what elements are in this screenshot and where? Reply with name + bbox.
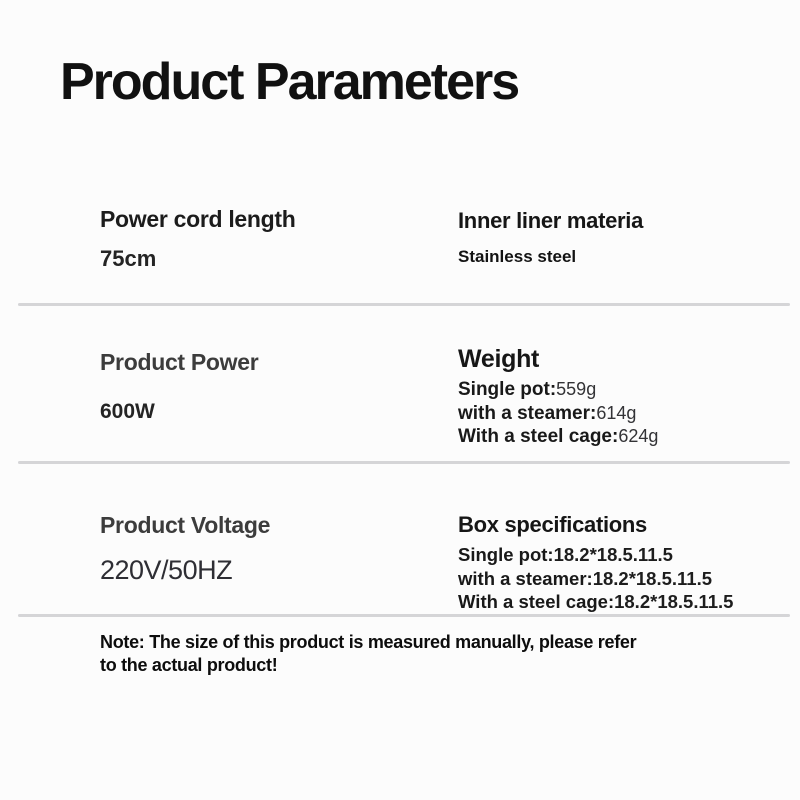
spec-label-power-cord-length: Power cord length <box>100 206 296 232</box>
box-item-with-steamer: with a steamer:18.2*18.5.11.5 <box>458 567 713 589</box>
spec-value-product-voltage: 220V/50HZ <box>100 555 233 585</box>
note-line-1: Note: The size of this product is measured manually, please refer <box>100 632 637 652</box>
box-item-single-pot: Single pot:18.2*18.5.11.5 <box>458 544 673 565</box>
spec-value-inner-liner-material: Stainless steel <box>458 247 577 266</box>
weight-item-with-steel-cage: With a steel cage:624g <box>458 426 659 447</box>
spec-value-product-power: 600W <box>100 400 155 423</box>
spec-label-product-power: Product Power <box>100 349 259 375</box>
note-line-2: to the actual product! <box>100 655 278 675</box>
divider-line-3 <box>18 614 790 617</box>
weight-item-single-pot: Single pot:559g <box>458 379 597 400</box>
box-item-with-steel-cage: With a steel cage:18.2*18.5.11.5 <box>458 591 734 612</box>
spec-label-box-specifications: Box specifications <box>458 512 647 537</box>
spec-label-product-voltage: Product Voltage <box>100 512 271 538</box>
spec-label-weight: Weight <box>458 345 540 373</box>
spec-label-inner-liner-material: Inner liner materia <box>458 208 644 233</box>
spec-value-power-cord-length: 75cm <box>100 246 157 271</box>
divider-line-2 <box>18 461 790 464</box>
weight-item-with-steamer: with a steamer:614g <box>458 402 637 424</box>
box-spec-items <box>458 543 733 614</box>
weight-items <box>458 378 658 449</box>
page-title: Product Parameters <box>60 53 519 111</box>
note-text <box>100 631 636 677</box>
divider-line-1 <box>18 303 790 306</box>
